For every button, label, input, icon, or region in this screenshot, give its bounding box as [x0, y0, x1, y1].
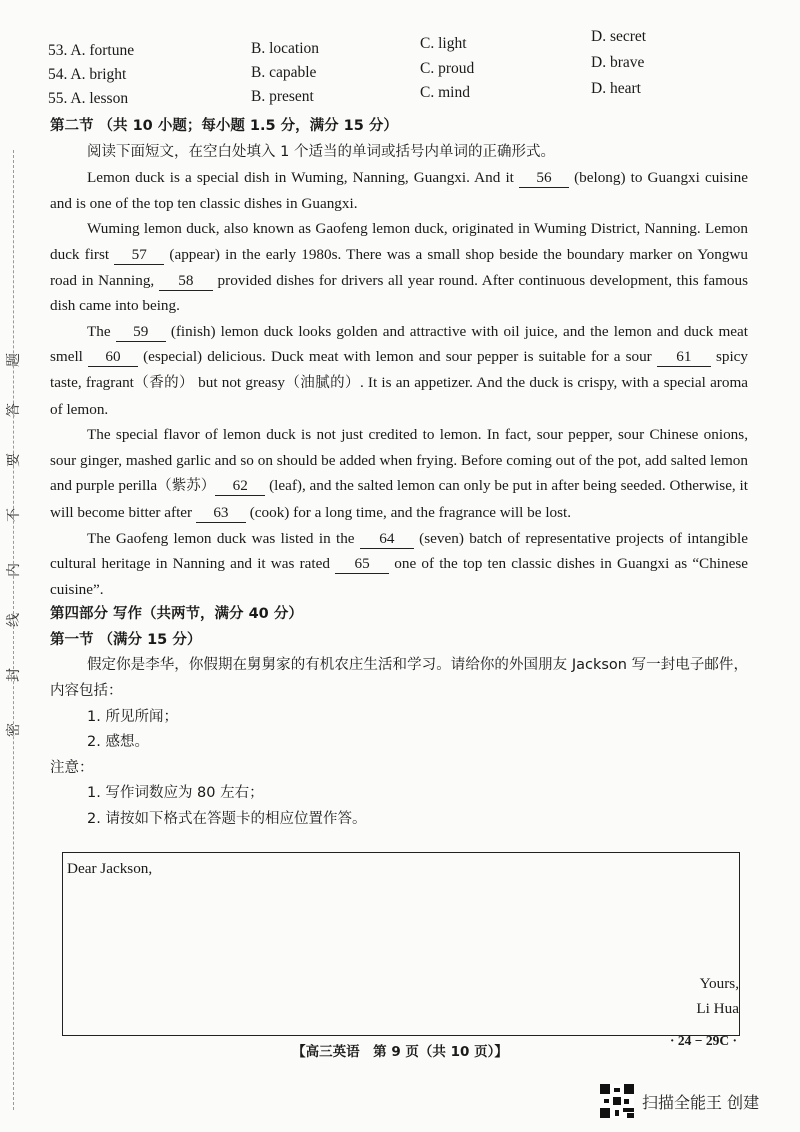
blank-58[interactable]: 58 — [159, 271, 213, 291]
option-55-c: C. mind — [420, 84, 470, 101]
option-53-c: C. light — [420, 35, 467, 52]
option-54-d: D. brave — [591, 54, 645, 71]
option-53-b: B. location — [251, 40, 320, 57]
scanner-label: 扫描全能王 创建 — [642, 1092, 760, 1112]
note-item-1: 1. 写作词数应为 80 左右； — [87, 785, 264, 802]
blank-62[interactable]: 62 — [215, 476, 265, 496]
prompt-item-1: 1. 所见所闻； — [87, 708, 178, 725]
passage-paragraph-5: The Gaofeng lemon duck was listed in the 64 (seven) batch of representative projects of intangible cultural heritage in Nanning and it was rated 65 one of the top ten classic dishes in Guangxi as “Chinese cuisine”. — [50, 529, 748, 598]
closing-yours: Yours, — [699, 975, 739, 992]
blank-61[interactable]: 61 — [657, 347, 711, 367]
passage-paragraph-4: The special flavor of lemon duck is not just credited to lemon. In fact, sour pepper, sour Chinese onions, sour ginger, mashed garlic and so on should be added when frying. Before coming out of the pot, add salted lemon and purple perilla（紫苏） 62 (leaf), and the salted lemon can only be put in after being seeded. Otherwise, it will become bitter after 63 (cook) for a long time, and the fragrance will be lost. — [50, 426, 748, 521]
option-53-d: D. secret — [591, 28, 647, 45]
closing-signature: Li Hua — [696, 1000, 739, 1017]
prompt-item-2: 2. 感想。 — [87, 734, 149, 751]
letter-answer-box[interactable] — [62, 852, 740, 1036]
letter-closing — [696, 971, 739, 1021]
scanner-watermark — [600, 1083, 759, 1119]
blank-60[interactable]: 60 — [88, 347, 138, 367]
part-4-subheading: 第一节 （满分 15 分） — [50, 631, 202, 648]
margin-char: 不 — [6, 508, 22, 522]
passage-paragraph-2: Wuming lemon duck, also known as Gaofeng lemon duck, originated in Wuming District, Nanning. Lemon duck first 57 (appear) in the early 1980s. There was a small shop beside the boundary marker on Yongwu road in Nanning, 58 provided dishes for drivers all year round. After continuous development, this famous dish came into being. — [50, 220, 748, 315]
option-55-b: B. present — [251, 88, 314, 105]
margin-char: 内 — [6, 563, 22, 577]
blank-64[interactable]: 64 — [360, 529, 414, 549]
part-4-heading: 第四部分 写作（共两节，满分 40 分） — [50, 606, 303, 623]
margin-char: 答 — [6, 403, 22, 417]
blank-59[interactable]: 59 — [116, 322, 166, 342]
option-54-b: B. capable — [251, 64, 317, 81]
option-53-a: 53. A. fortune — [48, 42, 135, 59]
option-55-d: D. heart — [591, 80, 641, 97]
margin-char: 题 — [6, 353, 22, 367]
margin-char: 要 — [6, 453, 22, 467]
qr-code-icon — [600, 1084, 634, 1118]
option-55-a: 55. A. lesson — [48, 90, 129, 107]
section-2 — [50, 114, 748, 833]
margin-char: 密 — [6, 723, 22, 737]
blank-65[interactable]: 65 — [335, 554, 389, 574]
blank-63[interactable]: 63 — [196, 503, 246, 523]
option-54-c: C. proud — [420, 60, 475, 77]
section-2-heading: 第二节 （共 10 小题；每小题 1.5 分，满分 15 分） — [50, 118, 398, 134]
passage-paragraph-3: The 59 (finish) lemon duck looks golden and attractive with oil juice, and the lemon and duck meat smell 60 (especial) delicious. Duck meat with lemon and sour pepper is suitable for a sour 61 spicy taste, fragrant（香的） but not greasy（油腻的）. It is an appetizer. And the duck is crispy, with a special aroma of lemon. — [50, 322, 749, 418]
note-label: 注意： — [50, 759, 94, 776]
margin-char: 线 — [6, 613, 22, 627]
exam-code: · 24 − 29C · — [670, 1033, 737, 1048]
blank-57[interactable]: 57 — [114, 245, 164, 265]
writing-prompt: 假定你是李华，你假期在舅舅家的有机农庄生活和学习。请给你的外国朋友 Jackson 写一封电子邮件，内容包括： — [50, 657, 748, 700]
margin-char: 封 — [6, 668, 22, 682]
page-footer: 【高三英语 第 9 页（共 10 页）】 — [292, 1044, 508, 1060]
section-2-instruction: 阅读下面短文，在空白处填入 1 个适当的单词或括号内单词的正确形式。 — [87, 143, 555, 160]
blank-56[interactable]: 56 — [519, 168, 569, 188]
option-54-a: 54. A. bright — [48, 66, 127, 83]
letter-greeting: Dear Jackson, — [67, 860, 153, 877]
passage-paragraph-1: Lemon duck is a special dish in Wuming, Nanning, Guangxi. And it 56 (belong) to Guangxi cuisine and is one of the top ten classic dishes in Guangxi. — [50, 169, 748, 212]
note-item-2: 2. 请按如下格式在答题卡的相应位置作答。 — [87, 811, 367, 828]
